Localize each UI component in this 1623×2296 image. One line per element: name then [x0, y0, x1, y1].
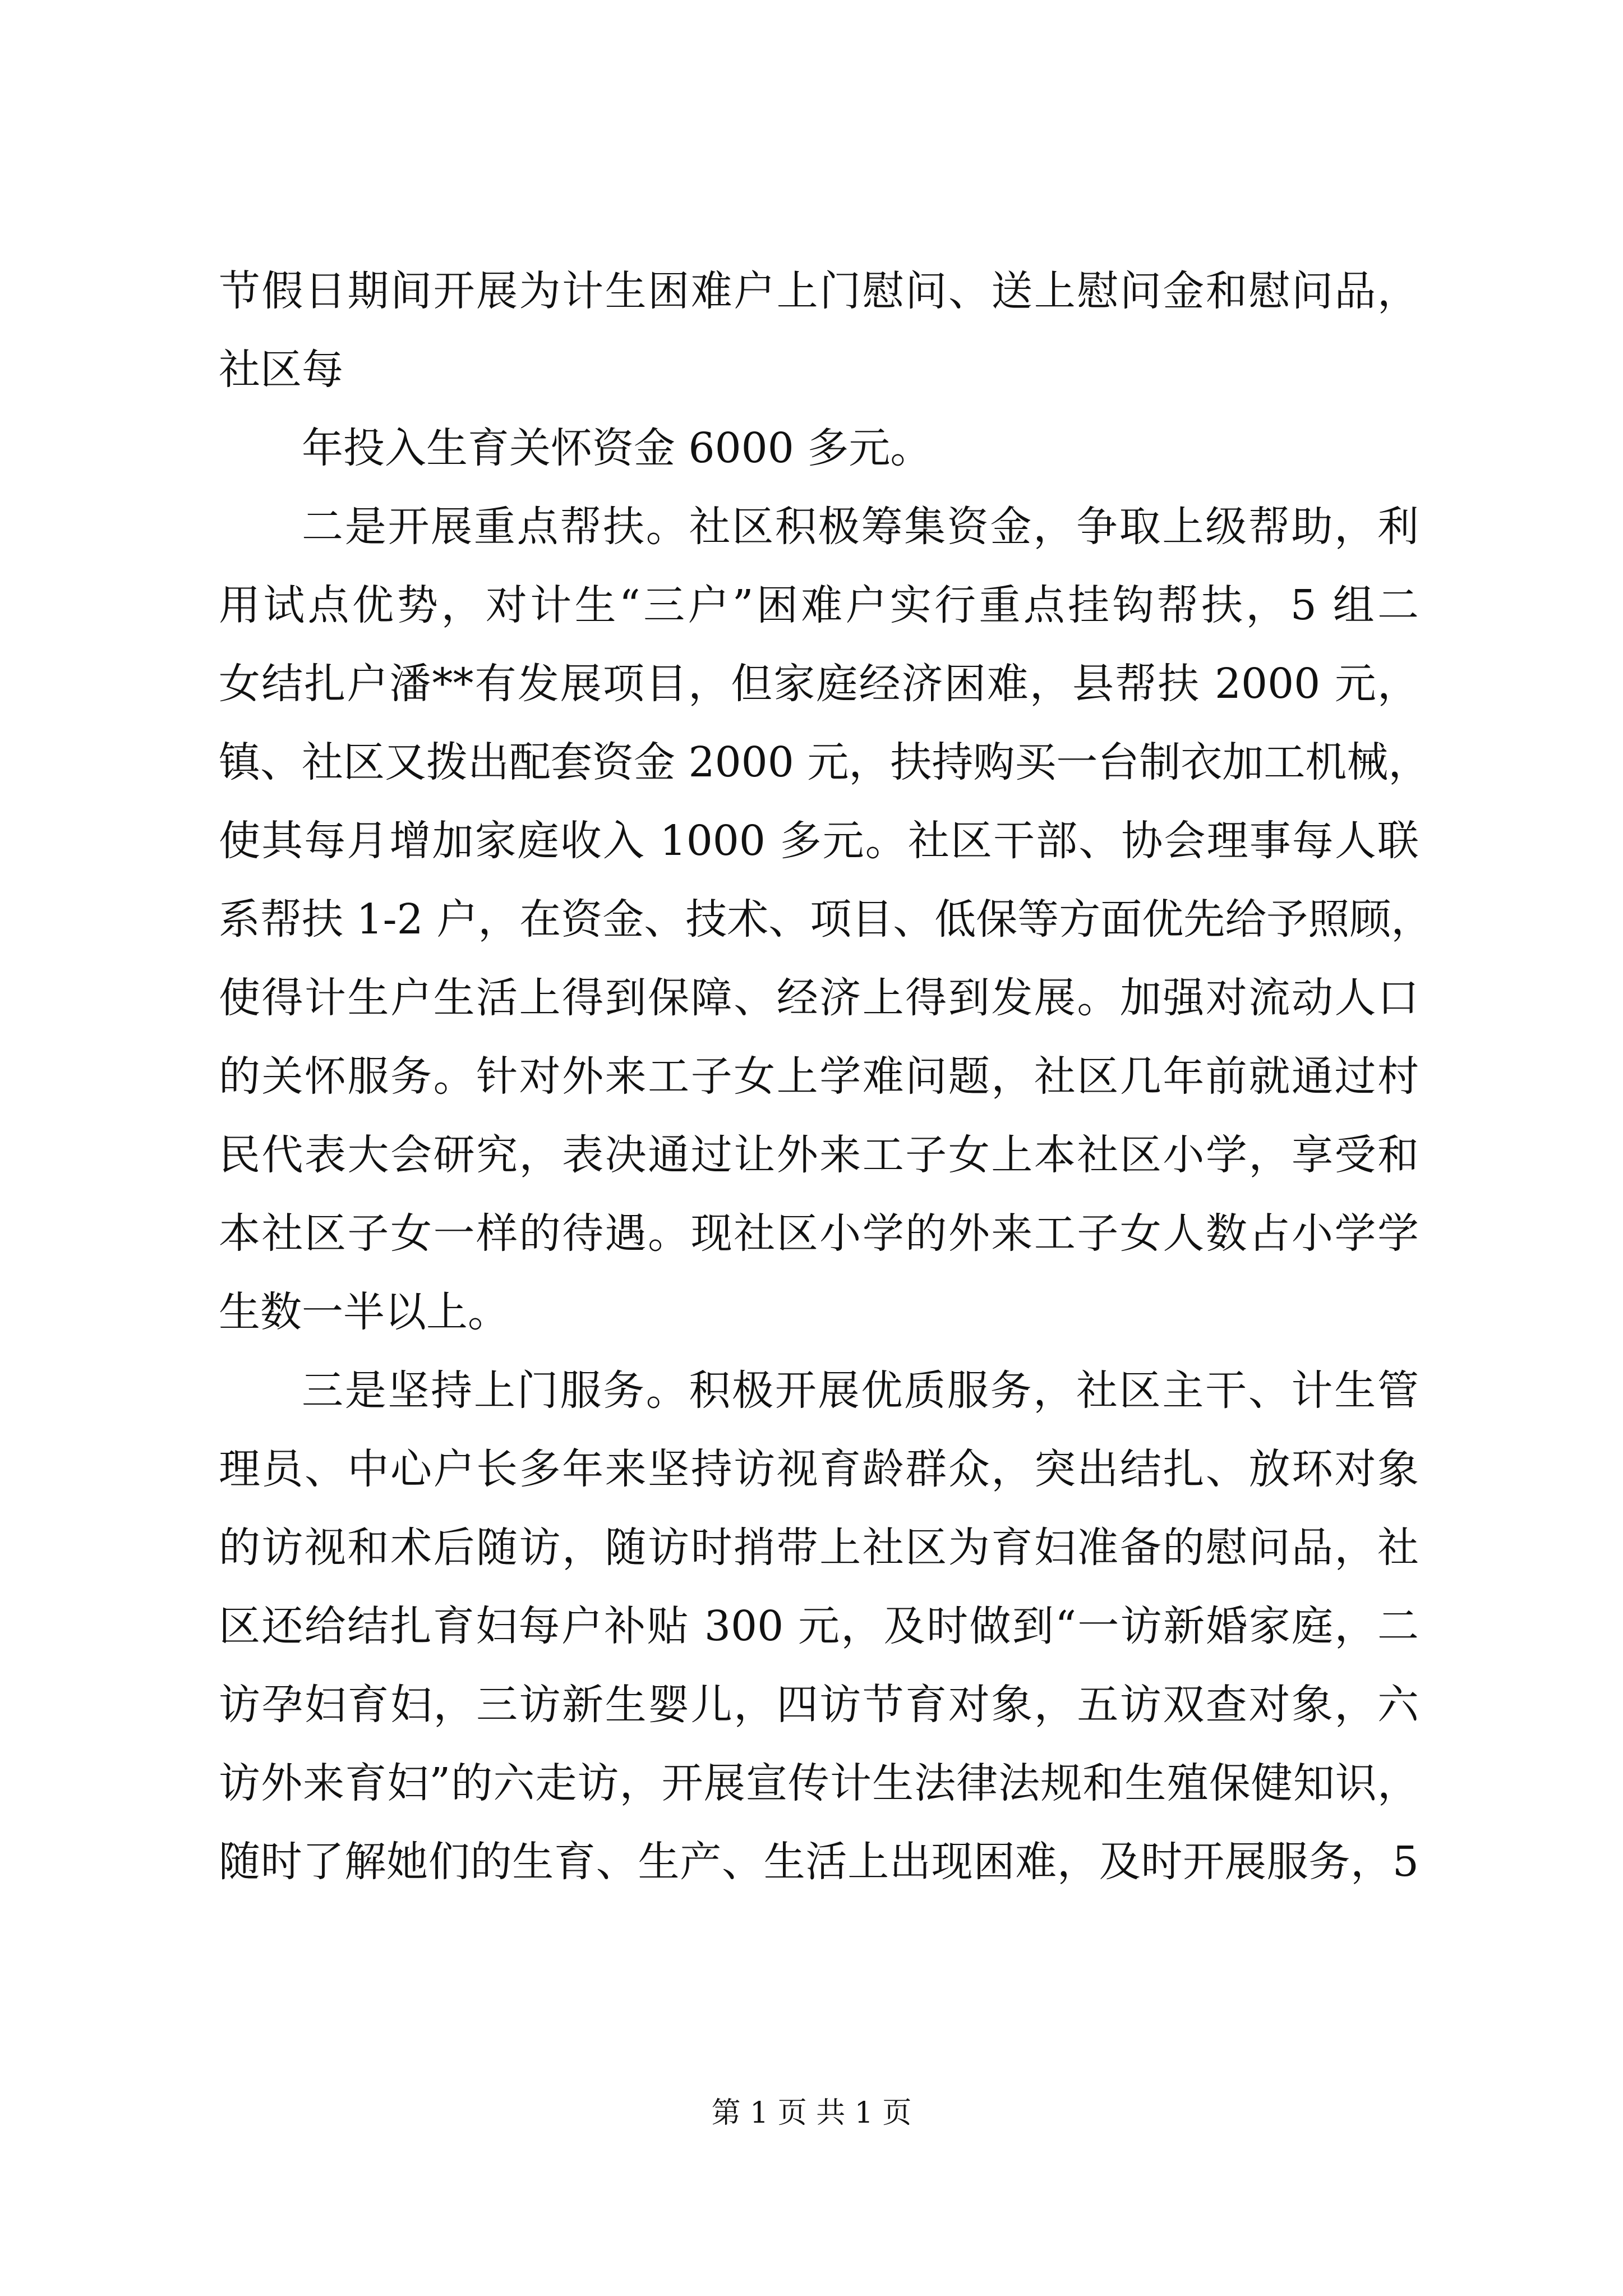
text-line: 三是坚持上门服务。积极开展优质服务，社区主干、计生管	[302, 1366, 1419, 1415]
text-line: 随时了解她们的生育、生产、生活上出现困难，及时开展服务，5	[219, 1838, 1419, 1886]
text-line: 区还给结扎育妇每户补贴 300 元，及时做到“一访新婚家庭，二	[219, 1602, 1419, 1650]
body-text	[219, 266, 1433, 1916]
text-line: 社区每	[219, 346, 343, 394]
text-line: 本社区子女一样的待遇。现社区小学的外来工子女人数占小学学	[219, 1209, 1419, 1258]
text-line: 用试点优势，对计生“三户”困难户实行重点挂钩帮扶，5 组二	[219, 581, 1419, 629]
text-line: 生数一半以上。	[219, 1288, 509, 1336]
text-line: 访外来育妇”的六走访，开展宣传计生法律法规和生殖保健知识，	[219, 1759, 1419, 1807]
page-footer: 第 1 页 共 1 页	[711, 2096, 912, 2130]
text-line: 镇、社区又拨出配套资金 2000 元，扶持购买一台制衣加工机械，	[219, 738, 1430, 786]
text-line: 访孕妇育妇，三访新生婴儿，四访节育对象，五访双查对象，六	[219, 1681, 1419, 1729]
text-line: 年投入生育关怀资金 6000 多元。	[302, 424, 932, 472]
text-line: 使得计生户生活上得到保障、经济上得到发展。加强对流动人口	[219, 974, 1419, 1022]
text-line: 使其每月增加家庭收入 1000 多元。社区干部、协会理事每人联	[219, 817, 1419, 865]
text-line: 二是开展重点帮扶。社区积极筹集资金，争取上级帮助，利	[302, 503, 1419, 551]
text-line: 民代表大会研究，表决通过让外来工子女上本社区小学，享受和	[219, 1131, 1419, 1179]
text-line: 的访视和术后随访，随访时捎带上社区为育妇准备的慰问品，社	[219, 1524, 1419, 1572]
text-line: 的关怀服务。针对外来工子女上学难问题，社区几年前就通过村	[219, 1052, 1419, 1101]
text-line: 理员、中心户长多年来坚持访视育龄群众，突出结扎、放环对象	[219, 1445, 1419, 1493]
text-line: 节假日期间开展为计生困难户上门慰问、送上慰问金和慰问品，	[219, 267, 1419, 315]
text-line: 系帮扶 1-2 户，在资金、技术、项目、低保等方面优先给予照顾，	[219, 895, 1433, 944]
text-line: 女结扎户潘**有发展项目，但家庭经济困难，县帮扶 2000 元，	[219, 660, 1419, 708]
